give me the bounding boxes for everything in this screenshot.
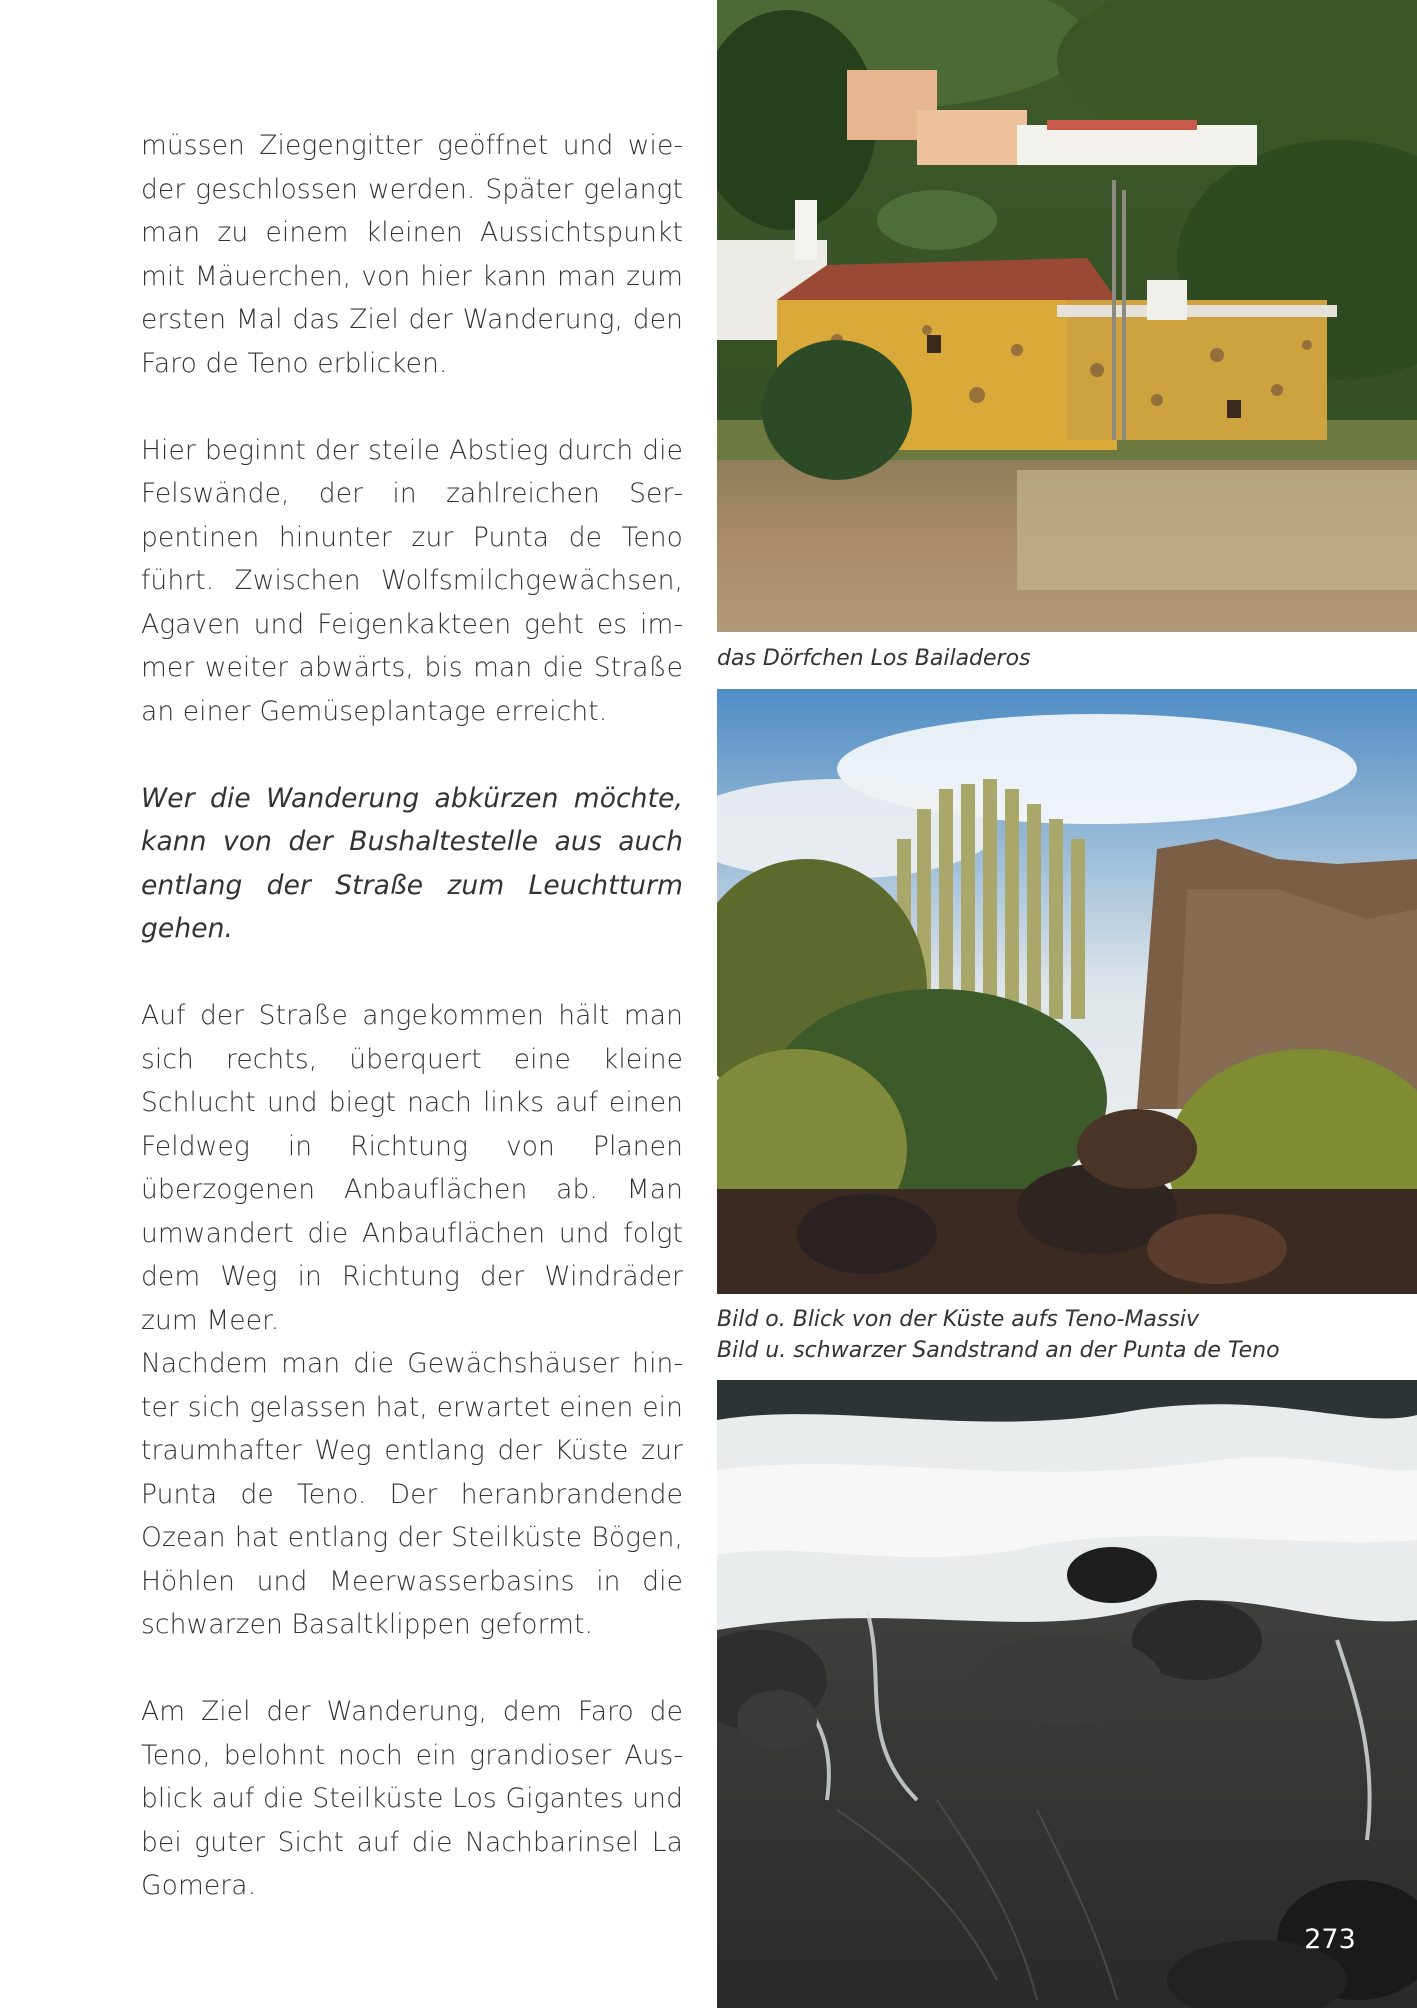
paragraph-faro: Am Ziel der Wanderung, dem Faro de Teno, belohnt noch ein grandioser Ausblick auf die Steilküste Los Gigantes und bei guter Sicht auf die Nachbarinsel La Gomera. — [141, 1696, 683, 1901]
paragraph-abkuerzung-tip: Wer die Wanderung abkürzen möchte, kann von der Bushaltestelle aus auch entlang der Straße zum Leuchtturm gehen. — [141, 782, 683, 944]
village-photo — [717, 0, 1417, 632]
paragraph-kueste: Nachdem man die Gewächshäuser hinter sich gelassen hat, erwartet einen ein traumhafter Weg entlang der Küste zur Punta de Teno. Der heranbrandende Ozean hat entlang der Steilküste Bögen, Höhlen und Meerwasserbasins in die schwarzen Basaltklippen geformt. — [141, 1348, 683, 1640]
body-text-column — [141, 124, 683, 1908]
cactus-caption-line2: Bild u. schwarzer Sandstrand an der Punta de Teno — [717, 1338, 1280, 1363]
paragraph-strasse: Auf der Straße angekommen hält man sich rechts, überquert eine kleine Schlucht und biegt nach links auf einen Feldweg in Richtung von Planen überzogenen Anbauflächen ab. Man umwandert die Anbauflächen und folgt dem Weg in Richtung der Windräder zum Meer. — [141, 1000, 683, 1336]
paragraph-ziegengitter: müssen Ziegengitter geöffnet und wieder geschlossen werden. Später gelangt man zu einem kleinen Aussichtspunkt mit Mäuerchen, von hier kann man zum ersten Mal das Ziel der Wanderung, den Faro de Teno erblicken. — [141, 130, 683, 379]
cactus-photo — [717, 689, 1417, 1294]
cactus-caption-line1: Bild o. Blick von der Küste aufs Teno-Massiv — [717, 1307, 1199, 1332]
page-number: 273 — [1304, 1924, 1356, 1955]
paragraph-abstieg: Hier beginnt der steile Abstieg durch die Felswände, der in zahlreichen Serpentinen hinunter zur Punta de Teno führt. Zwischen Wolfsmilchgewächsen, Agaven und Feigenkakteen geht es immer weiter abwärts, bis man die Straße an einer Gemüseplantage erreicht. — [141, 434, 683, 727]
village-caption: das Dörfchen Los Bailaderos — [717, 646, 1031, 671]
beach-photo — [717, 1380, 1417, 2008]
